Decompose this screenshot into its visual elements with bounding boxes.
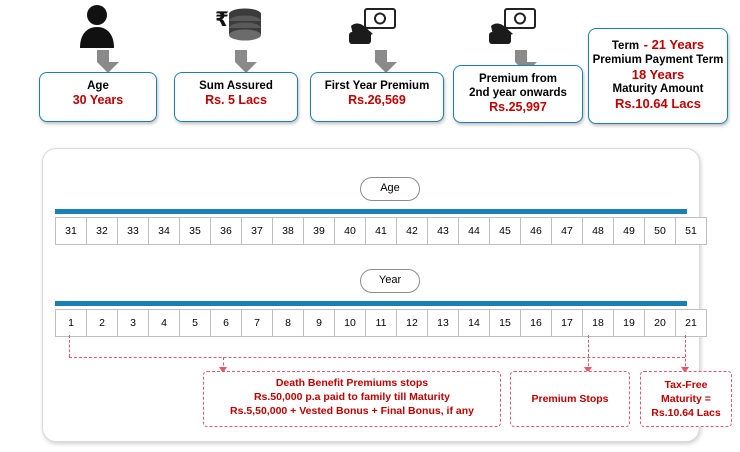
year-tick: 17 — [551, 310, 582, 336]
year-tick: 16 — [520, 310, 551, 336]
age-tick: 48 — [582, 218, 613, 244]
info-box-premium-from-2nd-year — [453, 65, 583, 123]
death-benefit-callout — [203, 371, 501, 427]
info-box-first-year-premium-title: First Year Premium — [324, 80, 430, 92]
age-tick: 41 — [365, 218, 396, 244]
info-box-premium-2nd-title-line2: 2nd year onwards — [469, 87, 567, 99]
year-tick: 8 — [272, 310, 303, 336]
term-value: - 21 Years — [643, 37, 705, 52]
info-box-first-year-premium-value: Rs.26,569 — [348, 93, 406, 107]
info-box-premium-2nd-value: Rs.25,997 — [489, 100, 547, 114]
age-tick: 34 — [148, 218, 179, 244]
age-tick: 50 — [644, 218, 675, 244]
info-box-sum-assured-value: Rs. 5 Lacs — [205, 93, 267, 107]
age-tick: 31 — [55, 218, 86, 244]
age-tick: 44 — [458, 218, 489, 244]
connector-maturity-vertical — [685, 335, 686, 371]
age-tick: 37 — [241, 218, 272, 244]
info-box-age-value: 30 Years — [72, 93, 124, 107]
age-tick: 33 — [117, 218, 148, 244]
icon-column-age — [52, 4, 142, 50]
info-box-sum-assured-title: Sum Assured — [199, 80, 273, 92]
cash-hand-icon — [330, 4, 420, 48]
info-box-age — [39, 72, 157, 122]
year-scale — [55, 309, 707, 337]
age-tick: 43 — [427, 218, 458, 244]
age-tick: 51 — [675, 218, 706, 244]
year-tick: 14 — [458, 310, 489, 336]
info-box-sum-assured — [174, 72, 298, 122]
icon-column-ongoing-premium — [470, 4, 560, 50]
death-benefit-line-3: Rs.5,50,000 + Vested Bonus + Final Bonus, if any — [230, 405, 474, 417]
person-icon — [52, 4, 142, 48]
year-tick: 11 — [365, 310, 396, 336]
year-tick: 21 — [675, 310, 706, 336]
premium-payment-term-label: Premium Payment Term — [592, 54, 724, 66]
icon-column-first-premium — [330, 4, 420, 50]
age-tick: 49 — [613, 218, 644, 244]
tax-free-line-3: Rs.10.64 Lacs — [651, 407, 721, 419]
info-box-term-summary — [588, 28, 728, 124]
premium-payment-term-value: 18 Years — [631, 67, 685, 82]
tax-free-line-2: Maturity = — [661, 393, 711, 405]
term-label: Term — [611, 40, 640, 52]
age-tick: 38 — [272, 218, 303, 244]
year-tick: 1 — [55, 310, 86, 336]
premium-stops-line-1: Premium Stops — [531, 393, 609, 405]
cash-hand-icon-2 — [470, 4, 560, 48]
age-tick: 42 — [396, 218, 427, 244]
year-axis-accent-bar — [55, 301, 687, 306]
year-tick: 7 — [241, 310, 272, 336]
connector-year1-vertical — [69, 335, 70, 357]
age-tick: 47 — [551, 218, 582, 244]
age-tick: 39 — [303, 218, 334, 244]
year-tick: 20 — [644, 310, 675, 336]
age-axis-label-pill: Age — [360, 177, 420, 201]
info-box-premium-2nd-title-line1: Premium from — [479, 73, 557, 85]
premium-stops-callout — [510, 371, 630, 427]
tax-free-line-1: Tax-Free — [664, 379, 708, 391]
death-benefit-line-2: Rs.50,000 p.a paid to family till Maturity — [253, 391, 451, 403]
year-tick: 10 — [334, 310, 365, 336]
age-tick: 45 — [489, 218, 520, 244]
age-tick: 40 — [334, 218, 365, 244]
timeline-panel — [42, 148, 721, 442]
info-box-age-title: Age — [87, 80, 109, 92]
death-benefit-line-1: Death Benefit Premiums stops — [275, 377, 429, 389]
coins-rupee-icon — [190, 4, 280, 48]
year-tick: 18 — [582, 310, 613, 336]
year-tick: 15 — [489, 310, 520, 336]
year-tick: 9 — [303, 310, 334, 336]
icon-column-sum-assured — [190, 4, 280, 50]
connector-horizontal — [69, 357, 685, 358]
age-scale — [55, 217, 707, 245]
year-tick: 5 — [179, 310, 210, 336]
year-tick: 4 — [148, 310, 179, 336]
year-axis-label-pill: Year — [360, 269, 420, 293]
maturity-amount-label: Maturity Amount — [612, 83, 704, 95]
connector-premium-stops-vertical — [588, 335, 589, 371]
year-tick: 3 — [117, 310, 148, 336]
age-tick: 46 — [520, 218, 551, 244]
svg-text:₹: ₹ — [215, 7, 229, 31]
tax-free-maturity-callout — [640, 371, 732, 427]
maturity-amount-value: Rs.10.64 Lacs — [614, 96, 701, 111]
year-tick: 19 — [613, 310, 644, 336]
year-tick: 6 — [210, 310, 241, 336]
info-box-first-year-premium — [310, 72, 444, 122]
year-tick: 13 — [427, 310, 458, 336]
year-tick: 2 — [86, 310, 117, 336]
age-tick: 35 — [179, 218, 210, 244]
age-tick: 32 — [86, 218, 117, 244]
age-axis-accent-bar — [55, 209, 687, 214]
year-tick: 12 — [396, 310, 427, 336]
age-tick: 36 — [210, 218, 241, 244]
